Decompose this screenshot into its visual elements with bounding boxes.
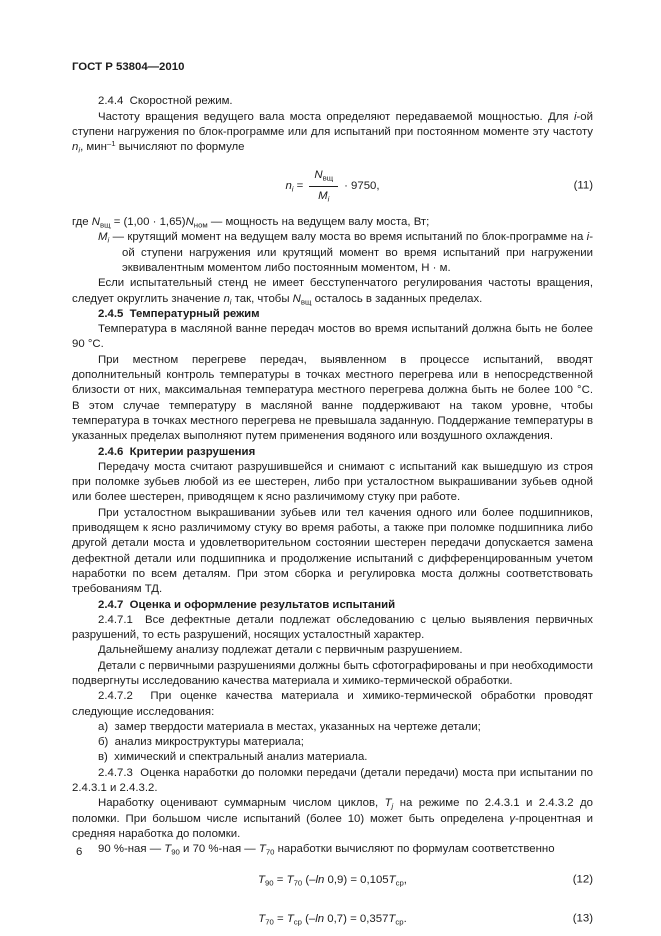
formula-11-factor: · 9750,: [344, 179, 380, 192]
paragraph-2-4-4-title: 2.4.4 Скоростной режим.: [98, 95, 233, 108]
page-content: [72, 60, 593, 927]
paragraph-temperature-limit: Температура в масляной ванне передач мостов во время испытаний должна быть не более 90 °С.: [72, 323, 593, 351]
paragraph-stand-note: Если испытательный стенд не имеет бесступенчатого регулирования частоты вращения, следует округлить значение $n_i$ так, чтобы $N_{вщ}$ осталось в заданных пределах.: [72, 277, 593, 307]
list-item-b: б) анализ микроструктуры материала;: [98, 736, 304, 749]
formula-12: [72, 873, 593, 888]
fraction-numerator: $N_{вщ}$: [309, 168, 338, 186]
heading-2-4-6: 2.4.6 Критерии разрушения: [98, 445, 256, 458]
fraction: [309, 168, 338, 204]
formula-11-expression: [285, 168, 379, 204]
paragraph-further-analysis: Дальнейшему анализу подлежат детали с первичным разрушением.: [98, 644, 463, 657]
formula-11-lhs: $n_i$ =: [285, 179, 304, 194]
formula-12-expression: $T_{90} = T_{70}$ (–ln $0,9) = 0,105T_{ср}$,: [258, 873, 407, 888]
equation-number-11: (11): [573, 179, 593, 192]
page-number: 6: [76, 846, 83, 858]
where-clause-n: где $N_{вщ} = (1,00 \cdot 1,65)N_{ном}$ — мощность на ведущем валу моста, Вт;: [72, 216, 430, 230]
paragraph-2-4-7-3: 2.4.7.3 Оценка наработки до поломки передачи (детали передачи) моста при испытании по 2.4.3.1 и 2.4.3.2.: [72, 766, 593, 795]
paragraph-operating-time: Наработку оценивают суммарным числом циклов, $T_j$ на режиме по 2.4.3.1 и 2.4.3.2 до поломки. При большом числе испытаний (более 10) может быть определена γ-процентная и средняя наработка до поломки.: [72, 797, 594, 840]
formula-13: [72, 912, 593, 927]
where-clause-m: $M_i$ — крутящий момент на ведущем валу моста во время испытаний по блок-программе на i-ой ступени нагружения или крутящий момент во время испытаний при нагружении эквивалентным моментом либо постоянным моментом, Н · м.: [98, 231, 593, 274]
paragraph-local-overheat: При местном перегреве передач, выявленном в процессе испытаний, вводят дополнительный контроль температуры в точках местного перегрева или в непосредственной близости от них, максимальная температура местного перегрева должна быть не более 100 °С. В этом случае температуру в масляной ванне поддерживают на таком уровне, чтобы температура в точках местного перегрева не превышала заданную. Поддержание температуры в указанных пределах выполняют путем применения водяного или воздушного охлаждения.: [72, 353, 593, 443]
paragraph-2-4-7-1: 2.4.7.1 Все дефектные детали подлежат обследованию с целью выявления первичных разрушений, то есть разрушений, носящих усталостный характер.: [72, 613, 593, 642]
paragraph-destruction-criteria-2: При усталостном выкрашивании зубьев или тел качения одного или более подшипников, приводящем к ясно различимому стуку во время работы, а также при поломке подшипника либо другой детали моста и удовлетворительном состоянии шестерен передачи допускается замена дефектной детали или подшипника и продолжение испытаний с дифференцированным учетом наработки по всем деталям. При этом сборка и регулировка моста должны соответствовать требованиям ТД.: [72, 506, 593, 596]
standard-designation: ГОСТ Р 53804—2010: [72, 61, 185, 73]
paragraph-destruction-criteria-1: Передачу моста считают разрушившейся и снимают с испытаний как вышедшую из строя при поломке зубьев любой из ее шестерен, либо при усталостном выкрашивании зубьев одной или более шестерен, приводящем к ясно различимому стуку при работе.: [72, 460, 593, 504]
paragraph-photo-requirement: Детали с первичными разрушениями должны быть сфотографированы и при необходимости подвергнуты исследованию качества материала и химико-термической обработки.: [72, 659, 593, 687]
equation-number-13: (13): [572, 912, 593, 925]
heading-2-4-5: 2.4.5 Температурный режим: [98, 307, 260, 320]
formula-13-expression: $T_{70} = T_{ср}$ (–ln $0,7) = 0,357T_{ср}$.: [258, 912, 407, 927]
paragraph-90-70-intro: 90 %-ная — $T_{90}$ и 70 %-ная — $T_{70}$ наработки вычисляют по формулам соответственно: [98, 843, 555, 857]
paragraph-frequency: Частоту вращения ведущего вала моста определяют передаваемой мощностью. Для i-ой ступени нагружения по блок-программе или для испытаний при постоянном моменте эту частоту $n_i$, мин$^{-1}$ вычисляют по формуле: [72, 110, 593, 155]
paragraph-2-4-7-2: 2.4.7.2 При оценке качества материала и химико-термической обработки проводят следующие исследования:: [72, 690, 593, 718]
formula-11: [72, 168, 593, 204]
heading-2-4-7: 2.4.7 Оценка и оформление результатов испытаний: [98, 598, 396, 611]
fraction-denominator: $М_i$: [318, 189, 330, 204]
list-item-v: в) химический и спектральный анализ материала.: [98, 751, 368, 764]
equation-number-12: (12): [572, 873, 593, 886]
list-item-a: а) замер твердости материала в местах, указанных на чертеже детали;: [98, 720, 481, 733]
